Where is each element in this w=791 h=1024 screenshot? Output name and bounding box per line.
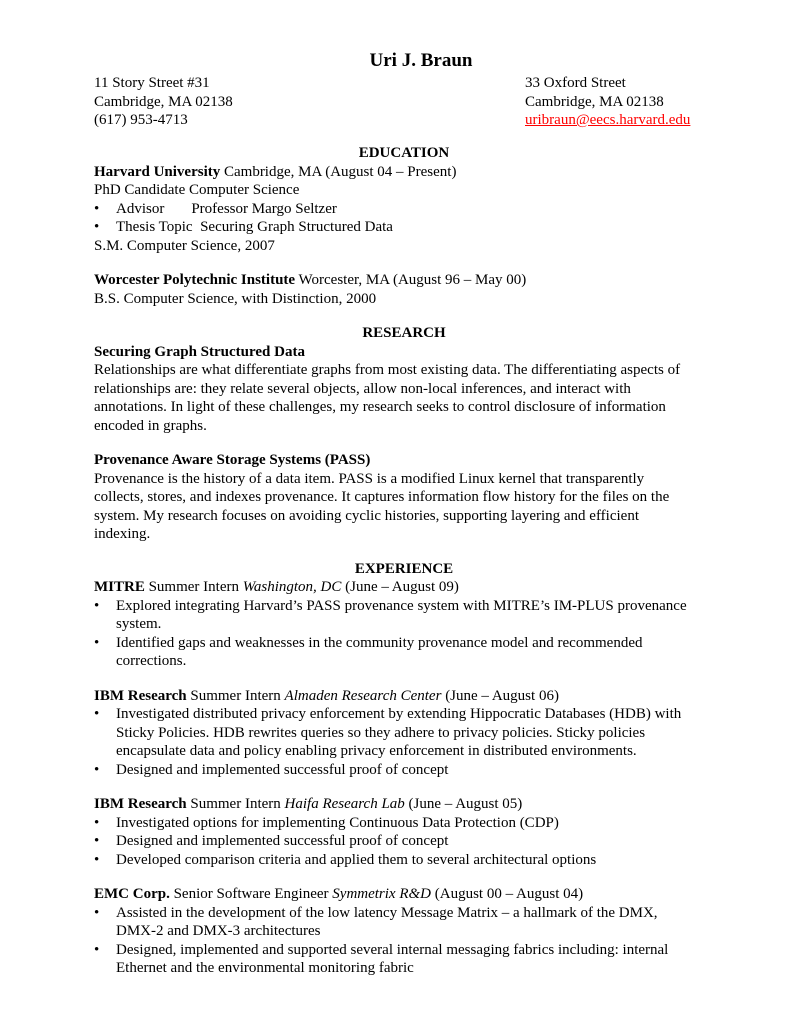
advisor-value: Professor Margo Seltzer <box>191 200 337 217</box>
research-item <box>94 451 714 544</box>
list-item: • Investigated distributed privacy enforcement by extending Hippocratic Databases (HDB) with Sticky Policies. HDB rewrites queries so they adhere to privacy policies. Sticky policies encapsulate data and policy enabling privacy enforcement in distributed environments. <box>94 706 682 759</box>
list-item: • Investigated options for implementing Continuous Data Protection (CDP) <box>94 814 559 831</box>
job-role: Summer Intern <box>186 687 285 704</box>
list-item: • Designed, implemented and supported several internal messaging fabrics including: internal Ethernet and the environmental monitoring fabric <box>94 941 669 976</box>
harvard-bullets <box>94 200 714 237</box>
research-title: Provenance Aware Storage Systems (PASS) <box>94 452 371 468</box>
research-heading: RESEARCH <box>362 325 446 341</box>
bullet-icon: • <box>94 761 100 778</box>
research-text: Relationships are what differentiate graphs from most existing data. The differentiating aspects of relationships are: they relate several objects, allow non-local inferences, and interact with annotations. In light of these challenges, my research seeks to control disclosure of information encoded in graphs. <box>94 362 681 434</box>
job-dates: (August 00 – August 04) <box>431 886 584 902</box>
list-item: • Developed comparison criteria and applied them to several architectural options <box>94 851 597 868</box>
bullet-icon: • <box>94 851 100 868</box>
job-mitre <box>94 578 714 671</box>
education-heading: EDUCATION <box>358 145 450 161</box>
job-role: Senior Software Engineer <box>169 886 333 902</box>
home-address <box>94 74 233 130</box>
office-city: Cambridge, MA 02138 <box>525 93 664 110</box>
bullet-icon: • <box>94 706 100 722</box>
harvard-detail: Cambridge, MA (August 04 – Present) <box>220 163 457 180</box>
job-place: Haifa Research Lab <box>284 796 405 812</box>
home-street: 11 Story Street #31 <box>94 75 210 91</box>
list-item: • Assisted in the development of the low latency Message Matrix – a hallmark of the DMX, DMX-2 and DMX-3 architectures <box>94 904 658 939</box>
email-link[interactable]: uribraun@eecs.harvard.edu <box>525 112 691 128</box>
education-wpi <box>94 271 714 308</box>
wpi-degree: B.S. Computer Science, with Distinction, 2000 <box>94 290 377 307</box>
list-item: • Explored integrating Harvard’s PASS provenance system with MITRE’s IM-PLUS provenance system. <box>94 597 687 632</box>
job-bullets <box>94 814 714 870</box>
phone-number: (617) 953-4713 <box>94 112 188 128</box>
job-org: IBM Research <box>94 687 187 704</box>
bullet-icon: • <box>94 219 100 235</box>
resume-page <box>94 50 714 978</box>
job-dates: (June – August 06) <box>441 687 559 704</box>
job-ibm-haifa <box>94 795 714 869</box>
job-org: EMC Corp. <box>94 886 170 902</box>
contact-block <box>94 74 714 130</box>
job-org: IBM Research <box>94 796 187 812</box>
bullet-icon: • <box>94 597 100 614</box>
research-item <box>94 343 714 436</box>
education-harvard <box>94 163 714 256</box>
harvard-degree: PhD Candidate Computer Science <box>94 182 300 198</box>
job-ibm-almaden <box>94 687 714 780</box>
harvard-school: Harvard University <box>94 163 221 180</box>
job-role: Summer Intern <box>144 579 243 595</box>
list-item: • Designed and implemented successful proof of concept <box>94 833 449 849</box>
job-bullets <box>94 904 714 978</box>
list-item <box>94 200 714 219</box>
research-text: Provenance is the history of a data item. PASS is a modified Linux kernel that transparently collects, stores, and indexes provenance. It captures information flow history for the files on the system. My research focuses on avoiding cyclic histories, supporting layering and efficient indexing. <box>94 470 670 542</box>
office-address <box>525 74 690 130</box>
bullet-icon: • <box>94 833 100 849</box>
wpi-school: Worcester Polytechnic Institute <box>94 272 296 288</box>
experience-heading: EXPERIENCE <box>354 560 454 577</box>
job-place: Symmetrix R&D <box>332 886 432 902</box>
advisor-label: Advisor <box>116 200 165 217</box>
bullet-icon: • <box>94 634 100 651</box>
thesis-value: Securing Graph Structured Data <box>200 219 393 235</box>
bullet-icon: • <box>94 200 100 217</box>
resume-name: Uri J. Braun <box>369 50 473 71</box>
bullet-icon: • <box>94 904 100 921</box>
thesis-label: Thesis Topic <box>116 219 193 235</box>
list-item: • Identified gaps and weaknesses in the community provenance model and recommended corrections. <box>94 634 643 669</box>
harvard-ms: S.M. Computer Science, 2007 <box>94 237 275 254</box>
wpi-detail: Worcester, MA (August 96 – May 00) <box>295 272 527 288</box>
job-bullets <box>94 705 714 779</box>
bullet-icon: • <box>94 814 100 831</box>
research-title: Securing Graph Structured Data <box>94 343 305 360</box>
job-place: Almaden Research Center <box>284 687 442 704</box>
job-dates: (June – August 05) <box>404 796 523 812</box>
job-role: Summer Intern <box>186 796 285 812</box>
job-bullets <box>94 597 714 671</box>
job-dates: (June – August 09) <box>341 579 459 595</box>
list-item: • Designed and implemented successful proof of concept <box>94 761 449 778</box>
office-street: 33 Oxford Street <box>525 75 626 91</box>
job-emc <box>94 885 714 978</box>
job-place: Washington, DC <box>242 579 342 595</box>
job-org: MITRE <box>94 579 145 595</box>
list-item <box>94 218 714 237</box>
bullet-icon: • <box>94 941 100 958</box>
home-city: Cambridge, MA 02138 <box>94 93 233 110</box>
